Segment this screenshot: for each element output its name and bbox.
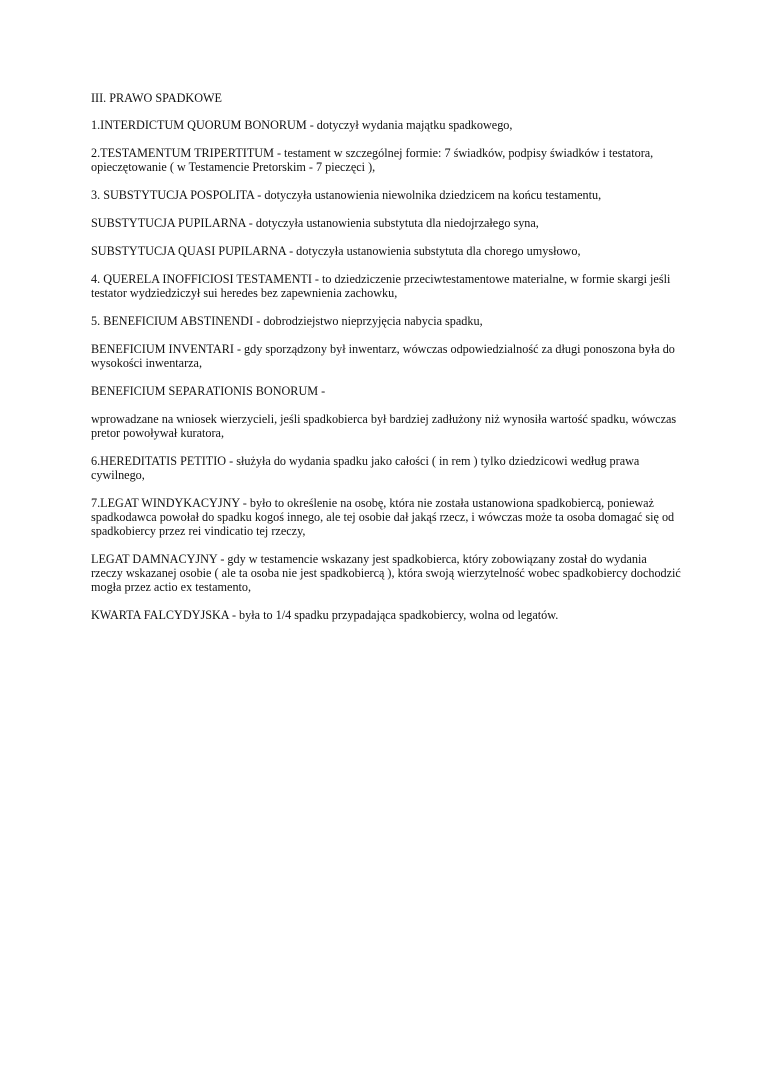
paragraph-kwarta-falcydyjska: KWARTA FALCYDYJSKA - była to 1/4 spadku przypadająca spadkobiercy, wolna od legatów. — [91, 608, 559, 622]
paragraph-substytucja-quasi-pupilarna: SUBSTYTUCJA QUASI PUPILARNA - dotyczyła ustanowienia substytuta dla chorego umysłowo, — [91, 244, 581, 258]
paragraph-legat-damnacyjny: LEGAT DAMNACYJNY - gdy w testamencie wskazany jest spadkobierca, który zobowiązany został do wydania rzeczy wskazanej osobie ( ale ta osoba nie jest spadkobiercą ), która swoją wierzytelność wobec spadkobiercy dochodzić mogła przez actio ex testamento, — [91, 552, 681, 594]
paragraph-interdictum: 1.INTERDICTUM QUORUM BONORUM - dotyczył wydania majątku spadkowego, — [91, 118, 513, 132]
section-title: III. PRAWO SPADKOWE — [91, 91, 222, 105]
paragraph-beneficium-abstinendi: 5. BENEFICIUM ABSTINENDI - dobrodziejstwo nieprzyjęcia nabycia spadku, — [91, 314, 483, 328]
paragraph-beneficium-inventari: BENEFICIUM INVENTARI - gdy sporządzony był inwentarz, wówczas odpowiedzialność za długi ponoszona była do wysokości inwentarza, — [91, 342, 675, 370]
paragraph-substytucja-pupilarna: SUBSTYTUCJA PUPILARNA - dotyczyła ustanowienia substytuta dla niedojrzałego syna, — [91, 216, 539, 230]
paragraph-testamentum-tripertitum: 2.TESTAMENTUM TRIPERTITUM - testament w szczególnej formie: 7 świadków, podpisy świadków i testatora, opieczętowanie ( w Testamencie Pretorskim - 7 pieczęci ), — [91, 146, 654, 174]
paragraph-separationis-description: wprowadzane na wniosek wierzycieli, jeśli spadkobierca był bardziej zadłużony niż wynosiła wartość spadku, wówczas pretor powoływał kuratora, — [91, 412, 677, 440]
paragraph-beneficium-separationis: BENEFICIUM SEPARATIONIS BONORUM - — [91, 384, 326, 398]
paragraph-legat-windykacyjny: 7.LEGAT WINDYKACYJNY - było to określenie na osobę, która nie została ustanowiona spadkobiercą, ponieważ spadkodawca powołał do spadku kogoś innego, ale tej osobie dał jakąś rzecz, i wówczas może ta osoba domagać się od spadkobiercy przez rei vindicatio tej rzeczy, — [91, 496, 675, 538]
paragraph-hereditatis-petitio: 6.HEREDITATIS PETITIO - służyła do wydania spadku jako całości ( in rem ) tylko dziedzicowi według prawa cywilnego, — [91, 454, 640, 482]
document-body — [91, 91, 681, 636]
paragraph-querela: 4. QUERELA INOFFICIOSI TESTAMENTI - to dziedziczenie przeciwtestamentowe materialne, w formie skargi jeśli testator wydziedziczył sui heredes bez zapewnienia zachowku, — [91, 272, 671, 300]
paragraph-substytucja-pospolita: 3. SUBSTYTUCJA POSPOLITA - dotyczyła ustanowienia niewolnika dziedzicem na końcu testamentu, — [91, 188, 602, 202]
